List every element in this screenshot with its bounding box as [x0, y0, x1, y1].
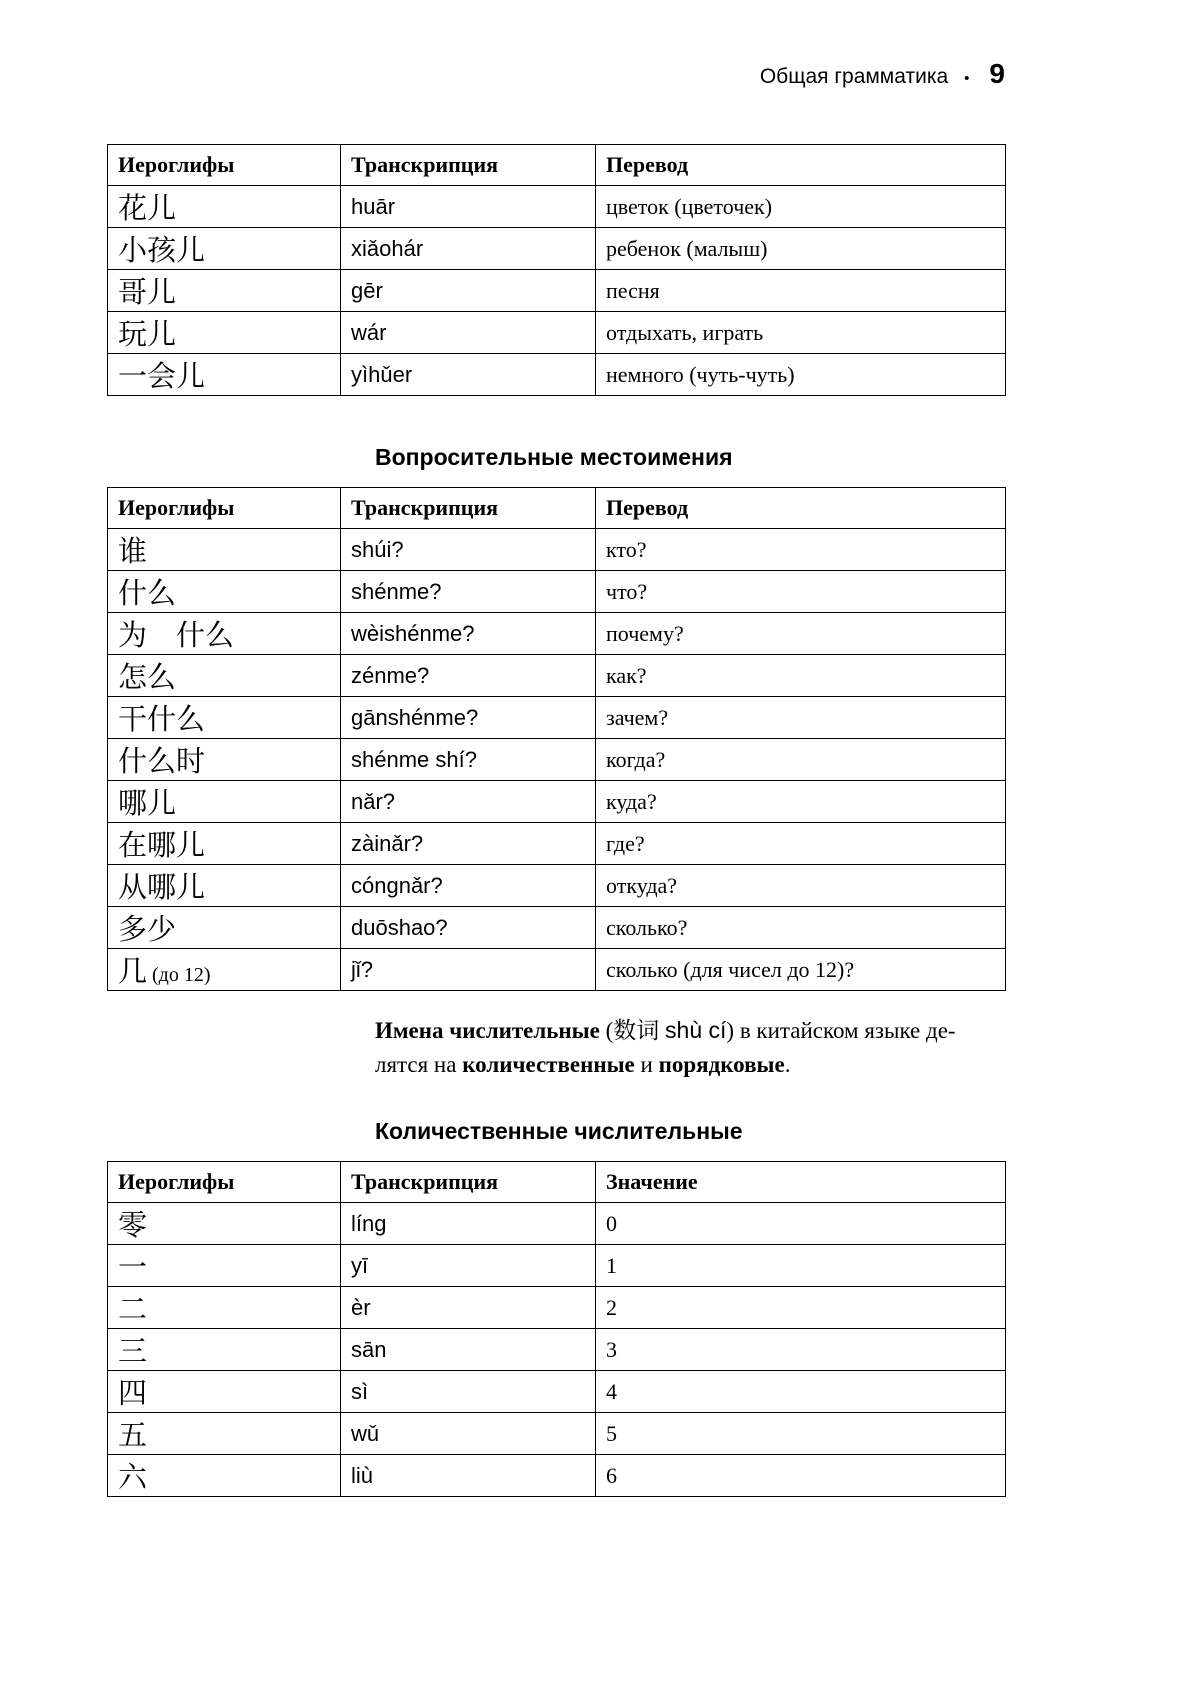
pinyin-cell: wèishénme?	[341, 613, 596, 655]
table-row	[108, 949, 1006, 991]
pinyin-cell: shénme?	[341, 571, 596, 613]
translation-cell: 4	[596, 1371, 1006, 1413]
table-row	[108, 1329, 1006, 1371]
table-row	[108, 1245, 1006, 1287]
text-segment: ) в китайском языке де-	[726, 1018, 956, 1043]
pinyin-cell: wár	[341, 312, 596, 354]
hanzi-cell: 花儿	[108, 186, 341, 228]
text-segment: количественные	[462, 1052, 635, 1077]
translation-cell: 1	[596, 1245, 1006, 1287]
translation-cell: что?	[596, 571, 1006, 613]
translation-cell: цветок (цветочек)	[596, 186, 1006, 228]
table-row	[108, 1371, 1006, 1413]
translation-cell: куда?	[596, 781, 1006, 823]
text-segment: (	[599, 1018, 614, 1043]
hanzi-cell: 一会儿	[108, 354, 341, 396]
table-row	[108, 697, 1006, 739]
pinyin-cell: yī	[341, 1245, 596, 1287]
page-content	[107, 0, 1005, 1497]
hanzi-cell: 干什么	[108, 697, 341, 739]
translation-cell: ребенок (малыш)	[596, 228, 1006, 270]
table-row	[108, 1203, 1006, 1245]
translation-cell: когда?	[596, 739, 1006, 781]
column-header: Транскрипция	[341, 1162, 596, 1203]
hanzi-text: 几	[118, 956, 148, 988]
header-separator-dot: •	[964, 70, 970, 87]
translation-cell: 0	[596, 1203, 1006, 1245]
pinyin-cell: sì	[341, 1371, 596, 1413]
pinyin-cell: cóngnǎr?	[341, 865, 596, 907]
translation-cell: кто?	[596, 529, 1006, 571]
header-row	[108, 1162, 1006, 1203]
table-row	[108, 739, 1006, 781]
hanzi-cell: 玩儿	[108, 312, 341, 354]
chapter-title: Общая грамматика	[759, 65, 949, 88]
column-header: Значение	[596, 1162, 1006, 1203]
numerals-intro-paragraph	[375, 1013, 1009, 1082]
translation-cell: где?	[596, 823, 1006, 865]
translation-cell: откуда?	[596, 865, 1006, 907]
hanzi-cell: 什么	[108, 571, 341, 613]
pinyin-cell: shúi?	[341, 529, 596, 571]
table-row	[108, 1455, 1006, 1497]
table-row	[108, 907, 1006, 949]
hanzi-cell: 小孩儿	[108, 228, 341, 270]
translation-cell: 2	[596, 1287, 1006, 1329]
header-row	[108, 488, 1006, 529]
pinyin-cell: duōshao?	[341, 907, 596, 949]
hanzi-cell: 为 什么	[108, 613, 341, 655]
page-number: 9	[989, 58, 1005, 89]
table-row	[108, 270, 1006, 312]
text-segment: Имена числительные	[375, 1018, 600, 1043]
column-header: Транскрипция	[341, 488, 596, 529]
pinyin-cell: xiǎohár	[341, 228, 596, 270]
pinyin-cell: huār	[341, 186, 596, 228]
hanzi-cell: 从哪儿	[108, 865, 341, 907]
pinyin-cell: zénme?	[341, 655, 596, 697]
hanzi-cell: 一	[108, 1245, 341, 1287]
text-segment: лятся на	[375, 1052, 463, 1077]
text-segment: и	[634, 1052, 659, 1077]
pinyin-cell: nǎr?	[341, 781, 596, 823]
interrogative-pronouns-table	[107, 487, 1006, 991]
column-header: Перевод	[596, 145, 1006, 186]
pinyin-cell: gānshénme?	[341, 697, 596, 739]
hanzi-cell: 六	[108, 1455, 341, 1497]
table-row	[108, 613, 1006, 655]
table-row	[108, 865, 1006, 907]
cell-note: (до 12)	[147, 964, 211, 986]
hanzi-cell: 哪儿	[108, 781, 341, 823]
table-row	[108, 1287, 1006, 1329]
translation-cell: как?	[596, 655, 1006, 697]
table-row	[108, 186, 1006, 228]
pinyin-cell: gēr	[341, 270, 596, 312]
running-header	[107, 58, 1005, 90]
translation-cell: 6	[596, 1455, 1006, 1497]
translation-cell: 3	[596, 1329, 1006, 1371]
table-row	[108, 529, 1006, 571]
column-header: Транскрипция	[341, 145, 596, 186]
hanzi-cell: 二	[108, 1287, 341, 1329]
translation-cell: 5	[596, 1413, 1006, 1455]
pinyin-cell: shénme shí?	[341, 739, 596, 781]
column-header: Иероглифы	[108, 488, 341, 529]
pinyin-cell: sān	[341, 1329, 596, 1371]
header-row	[108, 145, 1006, 186]
translation-cell: песня	[596, 270, 1006, 312]
hanzi-cell: 谁	[108, 529, 341, 571]
hanzi-cell: 四	[108, 1371, 341, 1413]
table-row	[108, 655, 1006, 697]
hanzi-cell: 多少	[108, 907, 341, 949]
translation-cell: почему?	[596, 613, 1006, 655]
section-heading-interrogative-pronouns: Вопросительные местоимения	[375, 444, 733, 470]
text-segment: .	[784, 1052, 791, 1077]
translation-cell: зачем?	[596, 697, 1006, 739]
hanzi-cell: 怎么	[108, 655, 341, 697]
translation-cell: сколько?	[596, 907, 1006, 949]
cardinal-numerals-table	[107, 1161, 1006, 1497]
pinyin-cell: líng	[341, 1203, 596, 1245]
hanzi-cell: 在哪儿	[108, 823, 341, 865]
erization-examples-table	[107, 144, 1006, 396]
pinyin-cell: wǔ	[341, 1413, 596, 1455]
hanzi-cell: 哥儿	[108, 270, 341, 312]
hanzi-cell: 三	[108, 1329, 341, 1371]
text-segment: 数词	[613, 1017, 660, 1043]
table-row	[108, 1413, 1006, 1455]
section-heading-cardinal-numerals: Количественные числительные	[375, 1118, 743, 1144]
table-row	[108, 823, 1006, 865]
hanzi-cell: 零	[108, 1203, 341, 1245]
column-header: Иероглифы	[108, 145, 341, 186]
column-header: Иероглифы	[108, 1162, 341, 1203]
table-row	[108, 228, 1006, 270]
text-segment: shù cí	[665, 1017, 727, 1043]
pinyin-cell: jǐ?	[341, 949, 596, 991]
column-header: Перевод	[596, 488, 1006, 529]
text-segment: порядковые	[658, 1052, 785, 1077]
pinyin-cell: èr	[341, 1287, 596, 1329]
pinyin-cell: zàinǎr?	[341, 823, 596, 865]
hanzi-cell: 什么时	[108, 739, 341, 781]
hanzi-cell: 五	[108, 1413, 341, 1455]
table-row	[108, 312, 1006, 354]
pinyin-cell: yìhǔer	[341, 354, 596, 396]
table-row	[108, 354, 1006, 396]
table-row	[108, 571, 1006, 613]
hanzi-cell	[108, 949, 341, 991]
pinyin-cell: liù	[341, 1455, 596, 1497]
table-row	[108, 781, 1006, 823]
translation-cell: немного (чуть-чуть)	[596, 354, 1006, 396]
translation-cell: сколько (для чисел до 12)?	[596, 949, 1006, 991]
translation-cell: отдыхать, играть	[596, 312, 1006, 354]
